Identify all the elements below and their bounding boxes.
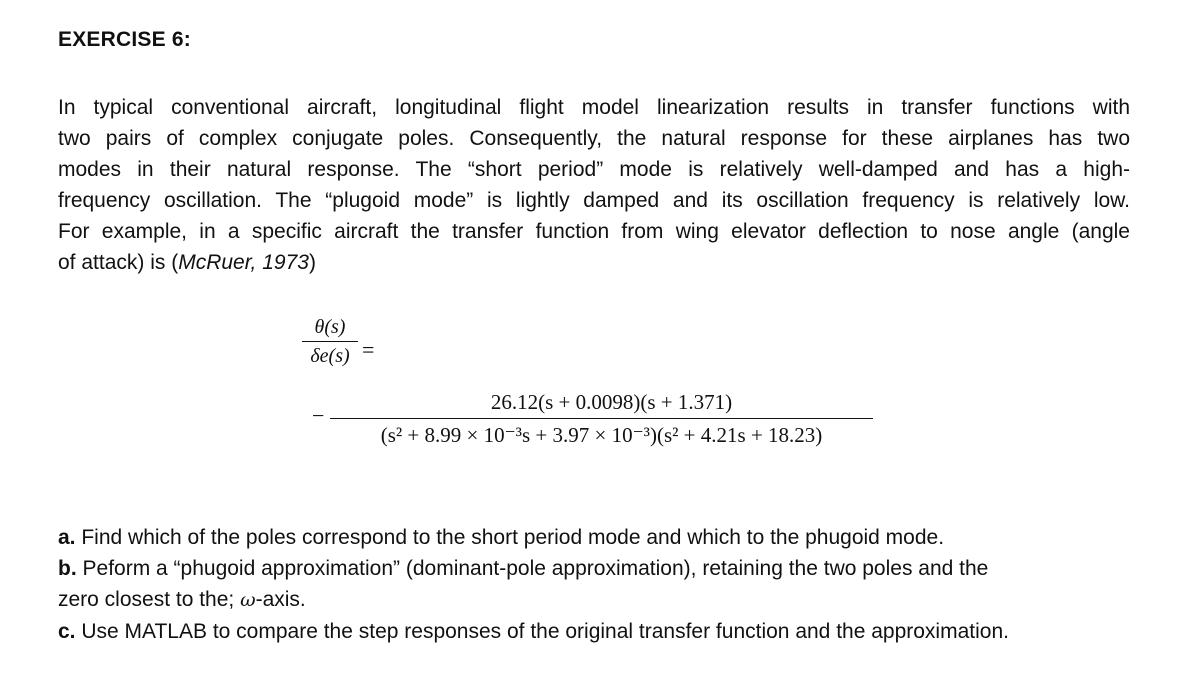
intro-paragraph [58, 92, 1130, 278]
equals-sign: = [362, 337, 375, 362]
lhs-fraction [300, 315, 360, 368]
question-text: Find which of the poles correspond to the short period mode and which to the phugoid mode. [75, 526, 945, 549]
fraction-bar [330, 418, 873, 419]
rhs-fraction [330, 389, 873, 448]
question-text-tail: -axis. [255, 588, 306, 611]
question-label: a. [58, 526, 76, 549]
question-label: c. [58, 620, 76, 643]
citation-close: ) [308, 251, 316, 274]
exercise-title: EXERCISE 6: [58, 28, 191, 51]
question-text: Peform a “phugoid approximation” (dominant-pole approximation), retaining the two poles and the [76, 557, 989, 580]
omega-symbol: ω [240, 589, 256, 611]
question-text: zero closest to the; [58, 588, 241, 611]
intro-line-last [58, 247, 1130, 278]
rhs-numerator: 26.12(s + 0.0098)(s + 1.371) [490, 390, 733, 414]
intro-line: frequency oscillation. The “plugoid mode” is lightly damped and its oscillation frequency is relatively low. [58, 189, 1130, 212]
intro-line: modes in their natural response. The “short period” mode is relatively well-damped and has a high- [58, 158, 1130, 181]
intro-line: For example, in a specific aircraft the transfer function from wing elevator deflection to nose angle (angle [58, 220, 1130, 243]
lhs-numerator: θ(s) [314, 316, 346, 338]
lhs-denominator: δe(s) [310, 345, 350, 367]
citation: McRuer, 1973 [178, 251, 309, 274]
intro-line: In typical conventional aircraft, longitudinal flight model linearization results in transfer functions with [58, 96, 1130, 119]
question-list [58, 522, 1138, 647]
question-c [58, 616, 1138, 647]
question-b-continued [58, 584, 1138, 616]
question-a [58, 522, 1138, 553]
intro-line: two pairs of complex conjugate poles. Consequently, the natural response for these airplanes has two [58, 127, 1130, 150]
question-label: b. [58, 557, 77, 580]
rhs-denominator: (s² + 8.99 × 10⁻³s + 3.97 × 10⁻³)(s² + 4.21s + 18.23) [380, 423, 823, 447]
question-b [58, 553, 1138, 584]
question-text: Use MATLAB to compare the step responses of the original transfer function and the approximation. [75, 620, 1009, 643]
intro-line-text: of attack) is ( [58, 251, 179, 274]
fraction-bar [302, 341, 358, 342]
minus-sign: − [312, 403, 325, 428]
